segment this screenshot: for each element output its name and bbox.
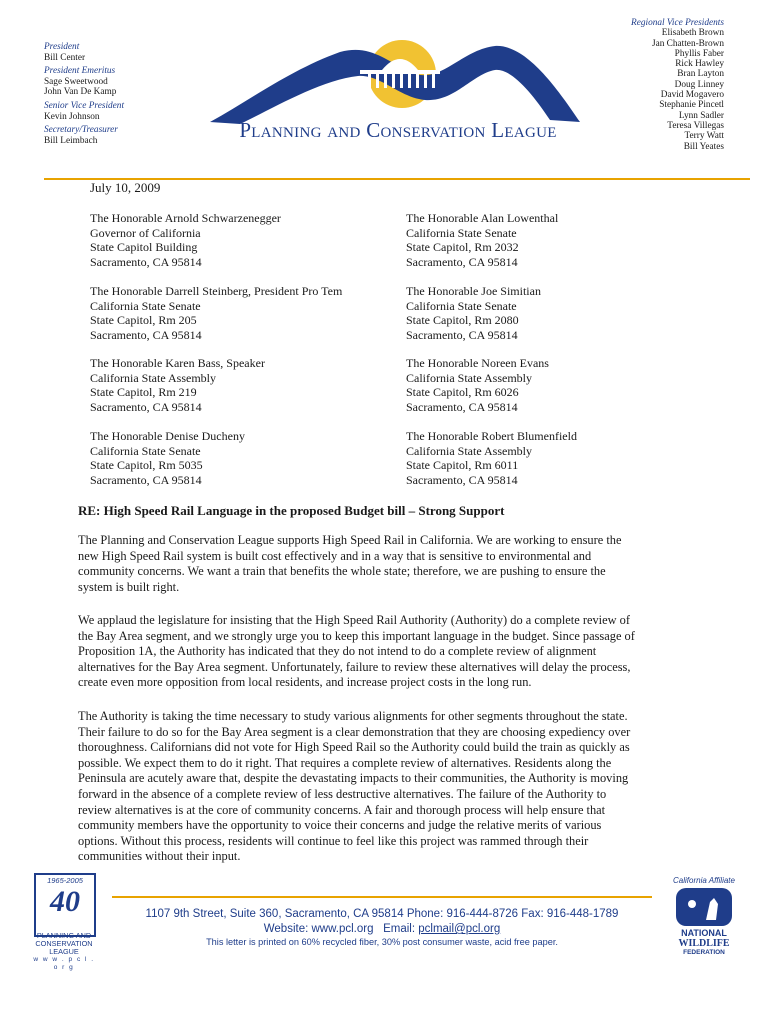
officer-name: Kevin Johnson	[44, 111, 100, 122]
recipient-line: California State Assembly	[90, 370, 216, 385]
body-paragraph	[78, 533, 698, 595]
recipient-line: The Honorable Robert Blumenfield	[406, 429, 577, 443]
paragraph-line: create even more opposition from local residents, and increase project costs in the long run.	[78, 675, 532, 690]
regional-vp-list	[631, 18, 724, 152]
nwf-badge-icon	[676, 888, 732, 926]
vp-name: David Mogavero	[660, 90, 724, 101]
nwf-affiliate-label: California Affiliate	[673, 876, 735, 885]
recipient-line: State Capitol, Rm 205	[90, 313, 197, 328]
recipient-line: Sacramento, CA 95814	[90, 327, 202, 342]
paragraph-line: Their failure to do so for the Bay Area segment is a clear demonstration that they are choosing expediency over	[78, 724, 631, 739]
vp-name: Lynn Sadler	[678, 110, 724, 121]
officer-role: Senior Vice President	[44, 100, 125, 111]
anniversary-years: 1965-2005	[47, 876, 83, 885]
paragraph-line: options. Without this process, residents will continue to feel like this project was rammed through their	[78, 833, 589, 848]
footer-address: 1107 9th Street, Suite 360, Sacramento, CA 95814 Phone: 916-444-8726 Fax: 916-448-1789	[145, 908, 619, 920]
recipient-line: The Honorable Karen Bass, Speaker	[90, 356, 265, 370]
subject-line: RE: High Speed Rail Language in the proposed Budget bill – Strong Support	[78, 503, 505, 518]
recipient-line: The Honorable Noreen Evans	[406, 356, 549, 370]
paragraph-line: Peninsula are acutely aware that, despite the devastating impacts to their communities, the Authority is moving	[78, 771, 629, 786]
recipient-line: State Capitol, Rm 2032	[406, 240, 519, 255]
recipient-line: State Capitol, Rm 2080	[406, 313, 519, 328]
recipient-line: The Honorable Darrell Steinberg, President Pro Tem	[90, 284, 343, 298]
vp-name: Stephanie Pincetl	[659, 100, 724, 111]
recipient-line: The Honorable Denise Ducheny	[90, 429, 245, 443]
officer-name: Bill Leimbach	[44, 135, 98, 146]
recipient-line: Sacramento, CA 95814	[90, 254, 202, 269]
paragraph-line: Proposition 1A, the Authority has indicated that they do not intend to do a complete review of alignment	[78, 644, 597, 659]
recipient-line: California State Senate	[90, 298, 201, 313]
paragraph-line: system is built right.	[78, 579, 180, 594]
nwf-name-line: FEDERATION	[683, 949, 725, 956]
officer-name: Sage Sweetwood	[44, 76, 108, 87]
bird-icon	[688, 900, 696, 908]
pcl-logo-url: w w w . p c l . o r g	[33, 956, 95, 971]
recipient-block	[406, 356, 549, 414]
officer-role: President Emeritus	[44, 66, 116, 77]
email-link[interactable]: pclmail@pcl.org	[418, 923, 501, 935]
pcl-logo-line: PLANNING AND	[36, 931, 92, 940]
org-name: Planning and Conservation League	[239, 118, 557, 142]
recipient-block	[90, 356, 265, 414]
anniversary-number: 40	[50, 885, 80, 918]
recipient-line: Sacramento, CA 95814	[406, 472, 518, 487]
nwf-name-line: NATIONAL	[681, 928, 727, 938]
recipient-block	[90, 284, 342, 342]
officer-role: Secretary/Treasurer	[44, 125, 118, 136]
officer-role: President	[44, 42, 80, 52]
anniversary-badge	[34, 873, 96, 937]
officer-name: Bill Center	[44, 52, 86, 63]
recipient-line: The Honorable Alan Lowenthal	[406, 211, 559, 225]
vp-name: Elisabeth Brown	[661, 28, 724, 39]
pcl-logo-line: CONSERVATION	[35, 939, 93, 948]
vp-name: Rick Hawley	[675, 59, 724, 70]
recipient-line: State Capitol, Rm 6011	[406, 458, 519, 473]
officer-name: John Van De Kamp	[44, 87, 117, 98]
recipient-line: State Capitol, Rm 5035	[90, 458, 203, 473]
paragraph-line: community members have the opportunity to voice their concerns and judge the relative merits of various	[78, 818, 602, 833]
body-paragraph	[78, 709, 698, 865]
paragraph-line: possible. We expect them to do it right. That requires a complete review of alternatives. Residents along the	[78, 755, 612, 770]
paragraph-line: communities without their input.	[78, 849, 241, 864]
vp-name: Bran Layton	[677, 69, 724, 80]
recipient-block	[90, 429, 245, 487]
letter-date: July 10, 2009	[90, 180, 161, 195]
vp-name: Bill Yeates	[683, 141, 724, 152]
paragraph-line: community concerns. We want a train that benefits the whole state; therefore, we are pushing to ensure the	[78, 564, 606, 579]
footer-divider	[112, 896, 652, 898]
vp-role: Regional Vice Presidents	[631, 18, 724, 28]
paragraph-line: The Authority is taking the time necessary to study various alignments for other segments throughout the state.	[78, 709, 628, 723]
paragraph-line: the Bay Area segment, and we strongly urge you to keep this important language in the budget. Since passage of	[78, 628, 635, 643]
recipient-line: State Capitol, Rm 219	[90, 385, 197, 400]
recipient-line: California State Assembly	[406, 443, 532, 458]
paragraph-line: alternatives for the Bay Area segment. Unfortunately, failure to review these alternatives will delay the process,	[78, 659, 631, 674]
vp-name: Jan Chatten-Brown	[651, 38, 724, 49]
recipient-line: Sacramento, CA 95814	[90, 399, 202, 414]
recipient-line: California State Senate	[90, 443, 201, 458]
nwf-name-line: WILDLIFE	[678, 938, 730, 949]
paragraph-line: thoroughness. Californians did not vote for High Speed Rail so the Authority could build the train as quickly as	[78, 740, 630, 755]
recipient-line: California State Assembly	[406, 370, 532, 385]
recipient-line: Sacramento, CA 95814	[406, 327, 518, 342]
vp-name: Teresa Villegas	[667, 120, 724, 131]
vp-name: Doug Linney	[674, 79, 724, 90]
paragraph-line: We applaud the legislature for insisting that the High Speed Rail Authority (Authority) do a complete review of	[78, 613, 630, 627]
recipient-line: Governor of California	[90, 225, 201, 240]
recipient-line: State Capitol, Rm 6026	[406, 385, 519, 400]
pcl-footer-logo	[30, 932, 98, 972]
website-link[interactable]: www.pcl.org	[311, 923, 374, 935]
vp-name: Phyllis Faber	[674, 48, 724, 59]
paragraph-line: The Planning and Conservation League supports High Speed Rail in California. We are working to ensure the	[78, 533, 622, 547]
paragraph-line: forward in the absence of a complete review of less destructive alternatives. The failure of the Authority to	[78, 786, 607, 801]
recycled-note: This letter is printed on 60% recycled fiber, 30% post consumer waste, acid free paper.	[206, 937, 558, 947]
nwf-logo	[672, 886, 736, 956]
pcl-logo-line: LEAGUE	[49, 947, 79, 956]
recipient-line: The Honorable Joe Simitian	[406, 284, 541, 298]
email-label: Email:	[383, 923, 416, 935]
officers-list	[44, 42, 124, 146]
paragraph-line: new High Speed Rail system is built cost effectively and in a way that is sensitive to environmental and	[78, 548, 592, 563]
recipient-line: Sacramento, CA 95814	[90, 472, 202, 487]
recipient-line: California State Senate	[406, 298, 517, 313]
recipient-line: Sacramento, CA 95814	[406, 399, 518, 414]
recipient-line: California State Senate	[406, 225, 517, 240]
website-label: Website:	[263, 923, 309, 935]
recipient-line: State Capitol Building	[90, 240, 198, 255]
recipient-line: The Honorable Arnold Schwarzenegger	[90, 211, 281, 225]
paragraph-line: review alternatives is at the core of community concerns. A fair and thorough process will help ensure that	[78, 802, 606, 817]
body-paragraph	[78, 613, 698, 691]
vp-name: Terry Watt	[684, 131, 724, 142]
pcl-mountain-capitol-logo	[210, 30, 580, 126]
recipient-block	[406, 429, 577, 487]
recipient-line: Sacramento, CA 95814	[406, 254, 518, 269]
recipient-block	[90, 211, 281, 269]
recipient-block	[406, 284, 541, 342]
footer-contact	[112, 923, 652, 935]
recipient-block	[406, 211, 558, 269]
